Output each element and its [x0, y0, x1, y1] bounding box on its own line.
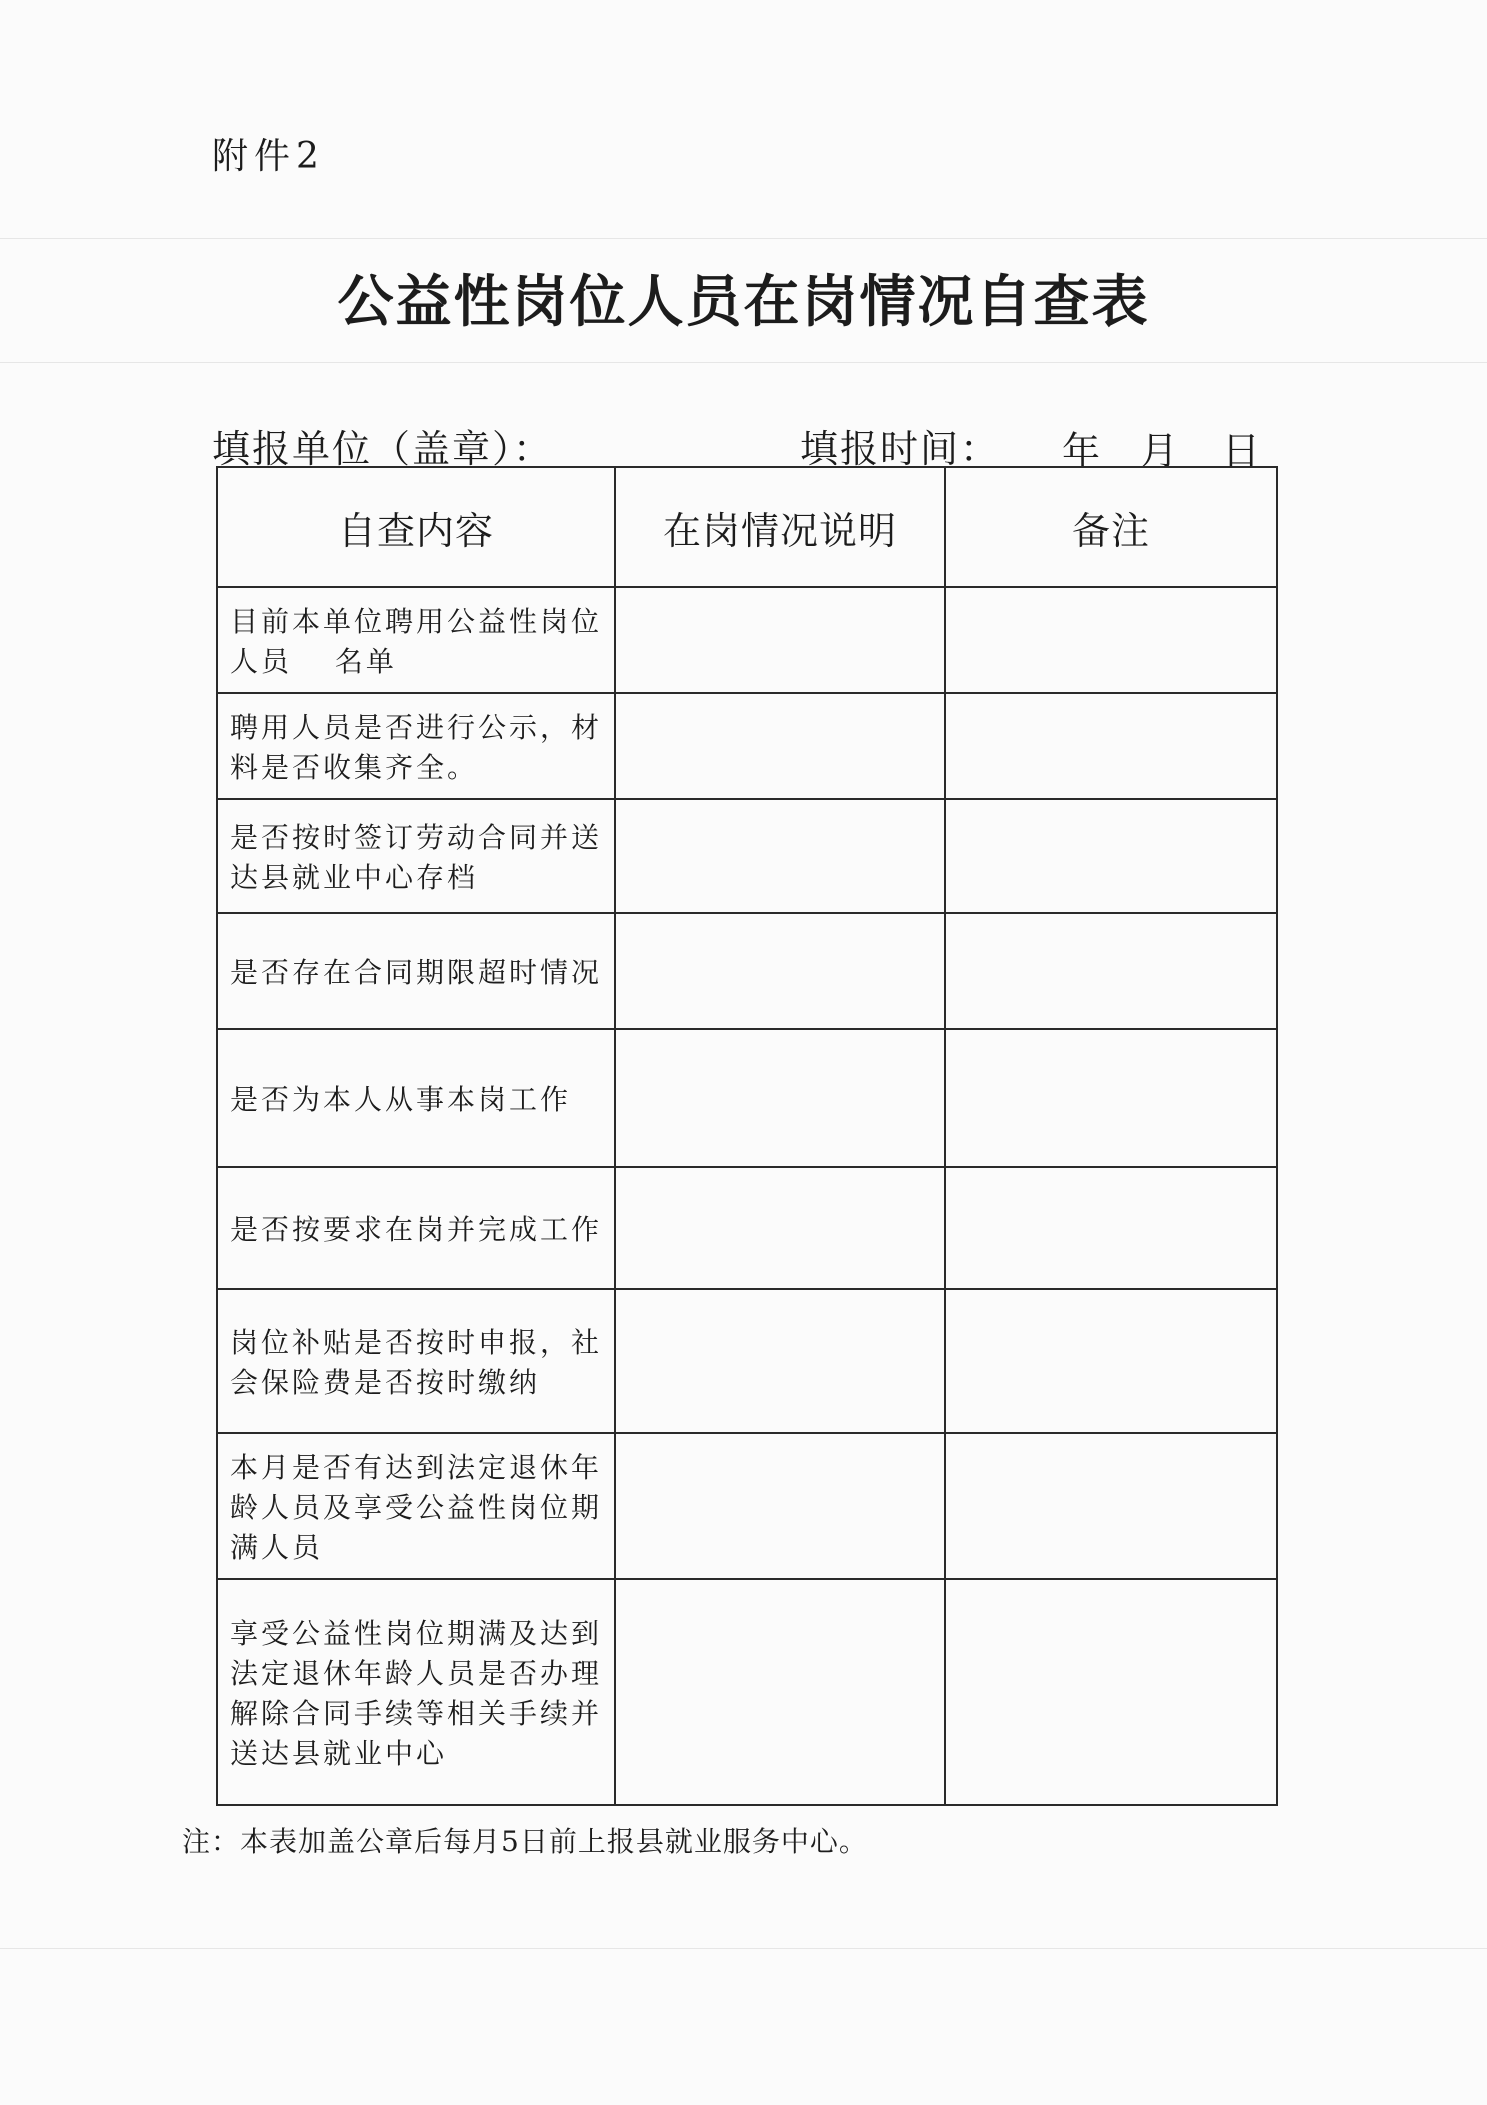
- check-item: 岗位补贴是否按时申报，社会保险费是否按时缴纳: [217, 1289, 615, 1433]
- status-cell[interactable]: [615, 1579, 945, 1805]
- remark-cell[interactable]: [945, 587, 1277, 693]
- table-row: [217, 1579, 1277, 1805]
- remark-cell[interactable]: [945, 1579, 1277, 1805]
- check-item: 享受公益性岗位期满及达到法定退休年龄人员是否办理解除合同手续等相关手续并送达县就业中心: [217, 1579, 615, 1805]
- remark-cell[interactable]: [945, 913, 1277, 1029]
- remark-cell[interactable]: [945, 1029, 1277, 1167]
- check-item: 聘用人员是否进行公示，材料是否收集齐全。: [217, 693, 615, 799]
- check-item: 是否为本人从事本岗工作: [217, 1029, 615, 1167]
- footnote: 注：本表加盖公章后每月5日前上报县就业服务中心。: [182, 1825, 868, 1858]
- check-item: 目前本单位聘用公益性岗位人员 名单: [217, 587, 615, 693]
- check-item: 是否存在合同期限超时情况: [217, 913, 615, 1029]
- table-row: [217, 587, 1277, 693]
- check-item: 本月是否有达到法定退休年龄人员及享受公益性岗位期满人员: [217, 1433, 615, 1579]
- table-row: [217, 1433, 1277, 1579]
- attachment-label: 附件2: [212, 136, 325, 177]
- header-check-content: 自查内容: [217, 467, 615, 587]
- remark-cell[interactable]: [945, 1289, 1277, 1433]
- check-item: 是否按时签订劳动合同并送达县就业中心存档: [217, 799, 615, 913]
- table-row: [217, 1167, 1277, 1289]
- remark-cell[interactable]: [945, 1433, 1277, 1579]
- header-remarks: 备注: [945, 467, 1277, 587]
- table-row: [217, 799, 1277, 913]
- self-check-table: [216, 466, 1278, 1806]
- table-header-row: [217, 467, 1277, 587]
- remark-cell[interactable]: [945, 799, 1277, 913]
- day-label: 日: [1222, 429, 1261, 473]
- table-row: [217, 1289, 1277, 1433]
- status-cell[interactable]: [615, 1029, 945, 1167]
- status-cell[interactable]: [615, 913, 945, 1029]
- status-cell[interactable]: [615, 799, 945, 913]
- status-cell[interactable]: [615, 1289, 945, 1433]
- status-cell[interactable]: [615, 587, 945, 693]
- remark-cell[interactable]: [945, 1167, 1277, 1289]
- table-row: [217, 913, 1277, 1029]
- header-status-description: 在岗情况说明: [615, 467, 945, 587]
- fill-time-label: 填报时间：: [800, 427, 1001, 471]
- check-item: 是否按要求在岗并完成工作: [217, 1167, 615, 1289]
- status-cell[interactable]: [615, 693, 945, 799]
- month-label: 月: [1140, 429, 1179, 473]
- form-title: 公益性岗位人员在岗情况自查表: [337, 269, 1150, 335]
- table-row: [217, 1029, 1277, 1167]
- status-cell[interactable]: [615, 1433, 945, 1579]
- remark-cell[interactable]: [945, 693, 1277, 799]
- fill-unit-label: 填报单位（盖章）：: [212, 427, 554, 471]
- status-cell[interactable]: [615, 1167, 945, 1289]
- year-label: 年: [1062, 429, 1101, 473]
- table-row: [217, 693, 1277, 799]
